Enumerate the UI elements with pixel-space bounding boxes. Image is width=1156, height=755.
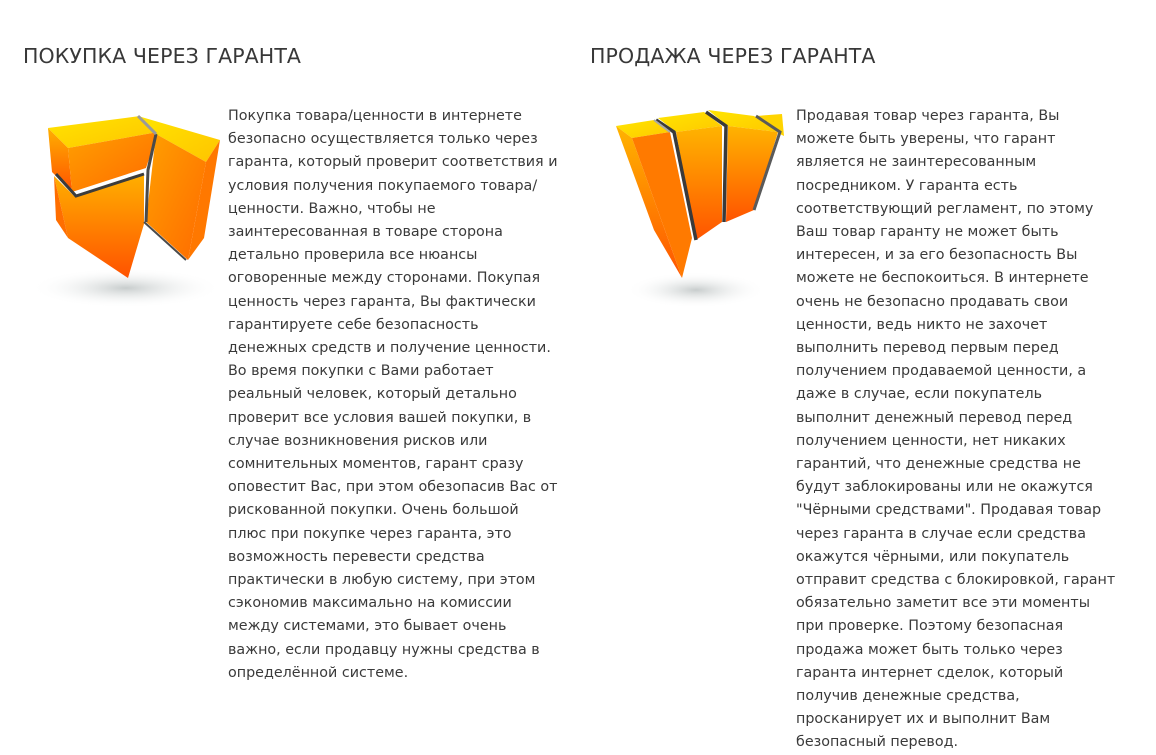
sliced-cube-icon bbox=[604, 110, 800, 310]
sell-section-title: ПРОДАЖА ЧЕРЕЗ ГАРАНТА bbox=[590, 44, 876, 68]
buy-section bbox=[0, 0, 560, 748]
sell-section bbox=[568, 0, 1128, 751]
sell-section-text: Продавая товар через гаранта, Вы можете быть уверены, что гарант является не заинтересованным посредником. У гаранта есть соответствующий регламент, по этому Ваш товар гаранту не может быть интересен, и за его безопасность Вы можете не беспокоиться. В интернете очень не безопасно продавать свои ценности, ведь никто не захочет выполнить перевод первым перед получением продаваемой ценности, а даже в случае, если покупатель выполнит денежный перевод перед получением ценности, нет никаких гарантий, что денежные средства не будут заблокированы или не окажутся "Чёрными средствами". Продавая товар через гаранта в случае если средства окажутся чёрными, или покупатель отправит средства с блокировкой, гарант обязательно заметит все эти моменты при проверке. Поэтому безопасная продажа может быть только через гаранта интернет сделок, который получив денежные средства, просканирует их и выполнит Вам безопасный перевод. bbox=[796, 108, 1116, 751]
buy-section-text: Покупка товара/ценности в интернете безопасно осуществляется только через гаранта, который проверит соответствия и условия получения покупаемого товара/ценности. Важно, чтобы не заинтересованная в товаре сторона детально проверила все нюансы оговоренные между сторонами. Покупая ценность через гаранта, Вы фактически гарантируете себе безопасность денежных средств и получение ценности. Во время покупки с Вами работает реальный человек, который детально проверит все условия вашей покупки, в случае возникновения рисков или сомнительных моментов, гарант сразу оповестит Вас, при этом обезопасив Вас от рискованной покупки. Очень большой плюс при покупке через гаранта, это возможность перевести средства практически в любую систему, при этом сэкономив максимально на комиссии между системами, это бывает очень важно, если продавцу нужны средства в определённой системе. bbox=[228, 108, 558, 681]
buy-section-title: ПОКУПКА ЧЕРЕЗ ГАРАНТА bbox=[23, 44, 302, 68]
split-cube-icon bbox=[28, 110, 224, 310]
sliced-cube-graphic bbox=[604, 110, 800, 310]
split-cube-graphic bbox=[28, 110, 224, 310]
